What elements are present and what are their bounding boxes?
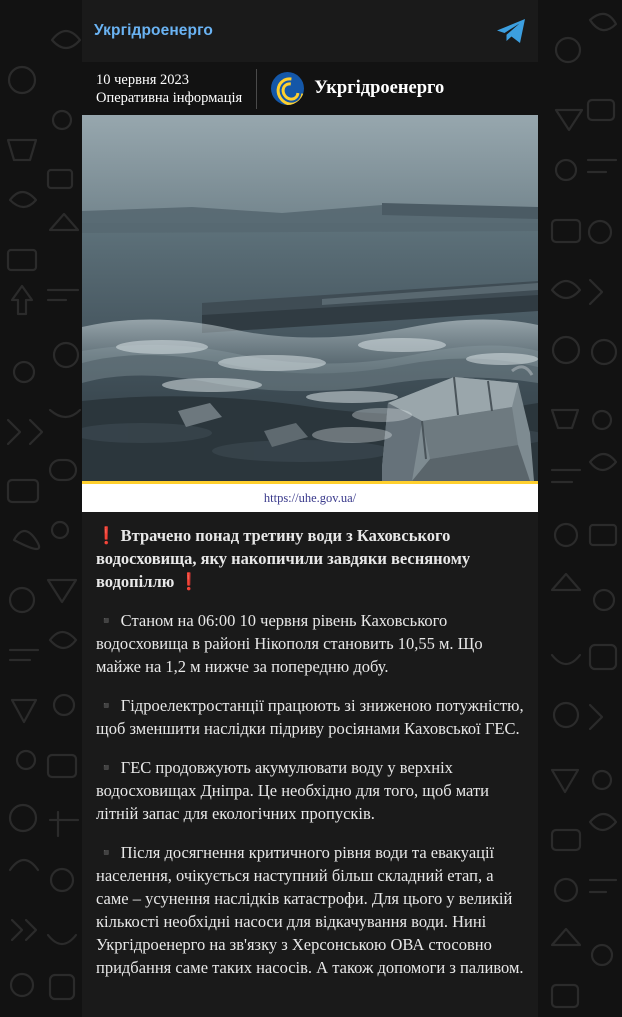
message-header	[82, 0, 538, 62]
bullet-icon: ▪️	[96, 696, 117, 715]
divider	[256, 69, 257, 109]
post-paragraph-text: Після досягнення критичного рівня води та евакуації населення, очікується наступний більш складний етап, а саме – усунення наслідків катастрофи. Для цього у великій кількості необхідні насоси для відкачування води. Нині Укргідроенерго на зв'язку з Херсонською ОВА стосовно придбання саме таких насосів. А також допомоги з паливом.	[96, 843, 524, 977]
brand-name: Укргідроенерго	[314, 78, 445, 98]
bullet-icon: ▪️	[96, 843, 117, 862]
post-paragraph	[96, 694, 524, 740]
post-text	[82, 512, 538, 1001]
exclamation-icon: ❗	[96, 526, 117, 545]
bullet-icon: ▪️	[96, 758, 117, 777]
channel-name[interactable]: Укргідроенерго	[94, 22, 214, 39]
post-paragraph	[96, 524, 524, 593]
bullet-icon: ▪️	[96, 611, 117, 630]
source-url[interactable]: https://uhe.gov.ua/	[263, 490, 357, 505]
telegram-icon[interactable]	[494, 14, 528, 48]
post-paragraph-text: Втрачено понад третину води з Каховського водосховища, яку накопичили завдяки весняному водопіллю	[96, 526, 471, 591]
post-paragraph	[96, 841, 524, 979]
source-url-bar	[82, 481, 538, 512]
media-card[interactable]	[82, 62, 538, 512]
media-date-line1: 10 червня 2023	[96, 71, 190, 88]
media-date-line2: Оперативна інформація	[96, 89, 243, 106]
post-paragraph-text: Станом на 06:00 10 червня рівень Каховського водосховища в районі Нікополя становить 10,55 м. Що майже на 1,2 м нижче за попередню добу.	[96, 611, 483, 676]
media-date	[96, 71, 256, 107]
post-paragraph	[96, 609, 524, 678]
post-paragraph-text: ГЕС продовжують акумулювати воду у верхніх водосховищах Дніпра. Це необхідно для того, щоб мати літній запас для екологічних пропусків.	[96, 758, 489, 823]
flooded-dam-photo[interactable]	[82, 115, 538, 481]
post-paragraph	[96, 756, 524, 825]
post-paragraph-text: Гідроелектростанції працюють зі зниженою потужністю, щоб зменшити наслідки підриву росіянами Каховської ГЕС.	[96, 696, 524, 738]
ukrhydroenergo-logo-icon	[271, 72, 304, 105]
media-caption-bar	[82, 62, 538, 115]
message-container	[82, 0, 538, 1017]
exclamation-icon-end: ❗	[178, 572, 200, 591]
